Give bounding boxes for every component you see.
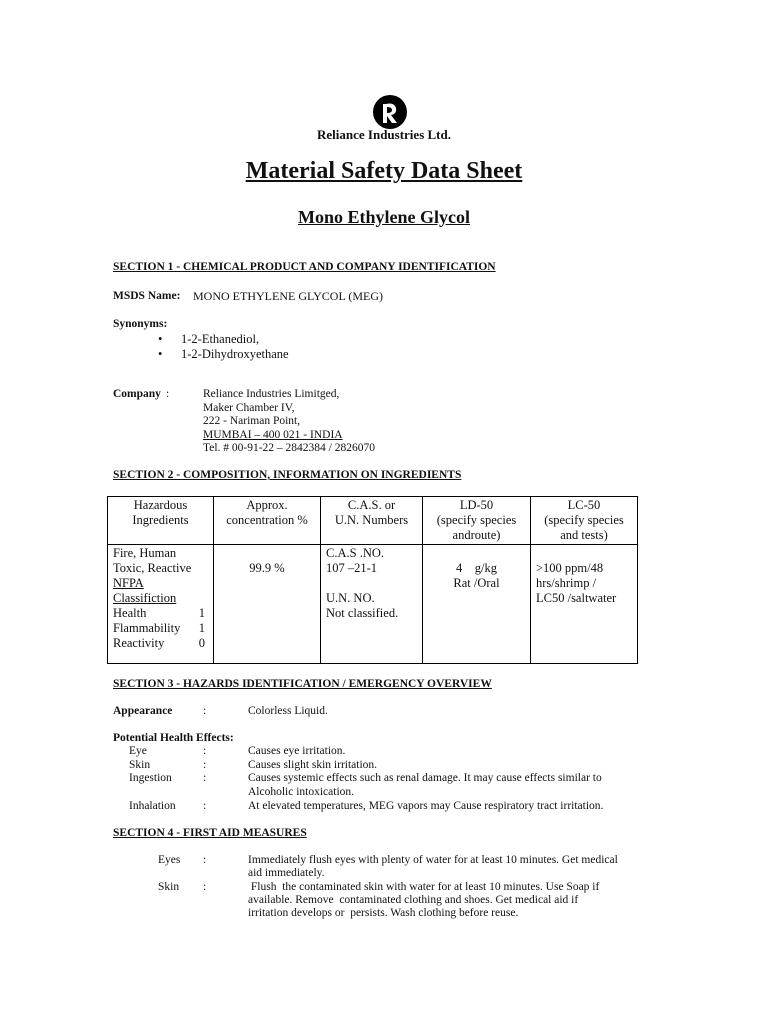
header-cell [423, 497, 531, 545]
cell-text: 4 g/kg [456, 561, 497, 575]
health-effects-label: Potential Health Effects: [113, 732, 234, 744]
synonym-item: 1-2-Ethanediol, [181, 332, 260, 346]
first-aid-label-eyes: Eyes [158, 854, 181, 866]
lc50-cell [531, 545, 638, 664]
synonyms-label: Synonyms: [113, 318, 168, 330]
first-aid-text: aid immediately. [248, 867, 325, 879]
first-aid-text: available. Remove contaminated clothing and shoes. Get medical aid if [248, 894, 579, 906]
colon: : [203, 759, 207, 771]
nfpa-reactivity [113, 636, 205, 651]
header-text: and tests) [560, 528, 608, 542]
concentration-cell [214, 545, 321, 664]
first-aid-text: Immediately flush eyes with plenty of water for at least 10 minutes. Get medical [248, 854, 618, 866]
reliance-logo [372, 94, 408, 130]
colon: : [203, 800, 207, 812]
section-2-heading: SECTION 2 - COMPOSITION, INFORMATION ON INGREDIENTS [113, 469, 462, 481]
header-text: C.A.S. or [347, 498, 396, 512]
cell-value: 1 [198, 621, 205, 635]
appearance-label: Appearance [113, 705, 173, 717]
cell-text: 107 –21-1 [326, 561, 378, 575]
cell-text: Classifiction [113, 591, 177, 605]
msds-name-label: MSDS Name: [113, 290, 181, 302]
bullet-icon: • [158, 332, 163, 346]
section-4-heading: SECTION 4 - FIRST AID MEASURES [113, 827, 307, 839]
cell-text: Rat /Oral [453, 576, 500, 590]
header-text: LD-50 [459, 498, 494, 512]
cell-text: Flammability [113, 621, 181, 635]
header-text: androute) [452, 528, 501, 542]
cell-value: 0 [198, 636, 205, 650]
first-aid-label-skin: Skin [158, 881, 180, 893]
header-text: U.N. Numbers [334, 513, 409, 527]
nfpa-flammability [113, 621, 205, 636]
cell-text: hrs/shrimp / [536, 576, 597, 590]
colon: : [203, 705, 207, 717]
address-phone: Tel. # 00-91-22 – 2842384 / 2826070 [203, 442, 376, 454]
colon: : [203, 881, 207, 893]
nfpa-health [113, 606, 205, 621]
header-cell [531, 497, 638, 545]
cell-text: C.A.S .NO. [326, 546, 384, 560]
cell-text: Not classified. [326, 606, 399, 620]
address-line: Reliance Industries Limitged, [203, 388, 340, 400]
header-cell [321, 497, 423, 545]
colon: : [203, 854, 207, 866]
cas-cell [321, 545, 423, 664]
header-cell [214, 497, 321, 545]
section-3-heading: SECTION 3 - HAZARDS IDENTIFICATION / EMERGENCY OVERVIEW [113, 678, 492, 690]
header-text: LC-50 [567, 498, 601, 512]
cell-text: >100 ppm/48 [536, 561, 604, 575]
effect-label-skin: Skin [129, 759, 151, 771]
effect-label-ingestion: Ingestion [129, 772, 172, 784]
cell-text: Toxic, Reactive [113, 561, 192, 575]
header-cell [108, 497, 214, 545]
effect-label-eye: Eye [129, 745, 147, 757]
colon: : [203, 745, 207, 757]
first-aid-text: Flush the contaminated skin with water for at least 10 minutes. Use Soap if [248, 881, 600, 893]
effect-label-inhalation: Inhalation [129, 800, 176, 812]
document-title: Material Safety Data Sheet [245, 158, 523, 184]
effect-value-ingestion: Causes systemic effects such as renal damage. It may cause effects similar to [248, 772, 602, 784]
cell-text: Reactivity [113, 636, 165, 650]
cell-text: U.N. NO. [326, 591, 375, 605]
effect-value-eye: Causes eye irritation. [248, 745, 346, 757]
msds-name-value: MONO ETHYLENE GLYCOL (MEG) [193, 289, 383, 303]
address-line: MUMBAI – 400 021 - INDIA [203, 429, 343, 441]
composition-table [107, 496, 638, 664]
cell-text: LC50 /saltwater [536, 591, 617, 605]
header-text: Approx. [246, 498, 288, 512]
cell-text: Fire, Human [113, 546, 177, 560]
header-text: Hazardous [133, 498, 188, 512]
company-name: Reliance Industries Ltd. [317, 127, 451, 142]
cell-text: NFPA [113, 576, 144, 590]
address-line: Maker Chamber IV, [203, 402, 295, 414]
cell-value: 1 [198, 606, 205, 620]
ingredient-cell [108, 545, 214, 664]
address-line: 222 - Nariman Point, [203, 415, 301, 427]
table-row [108, 545, 638, 664]
section-1-heading: SECTION 1 - CHEMICAL PRODUCT AND COMPANY IDENTIFICATION [113, 261, 496, 273]
document-subtitle: Mono Ethylene Glycol [298, 207, 470, 227]
header-text: (specify species [436, 513, 517, 527]
cell-text: 99.9 % [249, 561, 285, 575]
header-text: Ingredients [132, 513, 189, 527]
ld50-cell [423, 545, 531, 664]
cell-text: Health [113, 606, 147, 620]
appearance-value: Colorless Liquid. [248, 705, 328, 717]
effect-value-inhalation: At elevated temperatures, MEG vapors may Cause respiratory tract irritation. [248, 800, 604, 812]
colon: : [203, 772, 207, 784]
synonym-item: 1-2-Dihydroxyethane [181, 347, 289, 361]
bullet-icon: • [158, 347, 163, 361]
effect-value-skin: Causes slight skin irritation. [248, 759, 378, 771]
company-label: Company [113, 388, 161, 400]
effect-value-ingestion-cont: Alcoholic intoxication. [248, 786, 355, 798]
table-header-row [108, 497, 638, 545]
first-aid-text: irritation develops or persists. Wash clothing before reuse. [248, 907, 519, 919]
header-text: concentration % [226, 513, 308, 527]
header-text: (specify species [544, 513, 624, 527]
company-colon: : [166, 388, 170, 400]
